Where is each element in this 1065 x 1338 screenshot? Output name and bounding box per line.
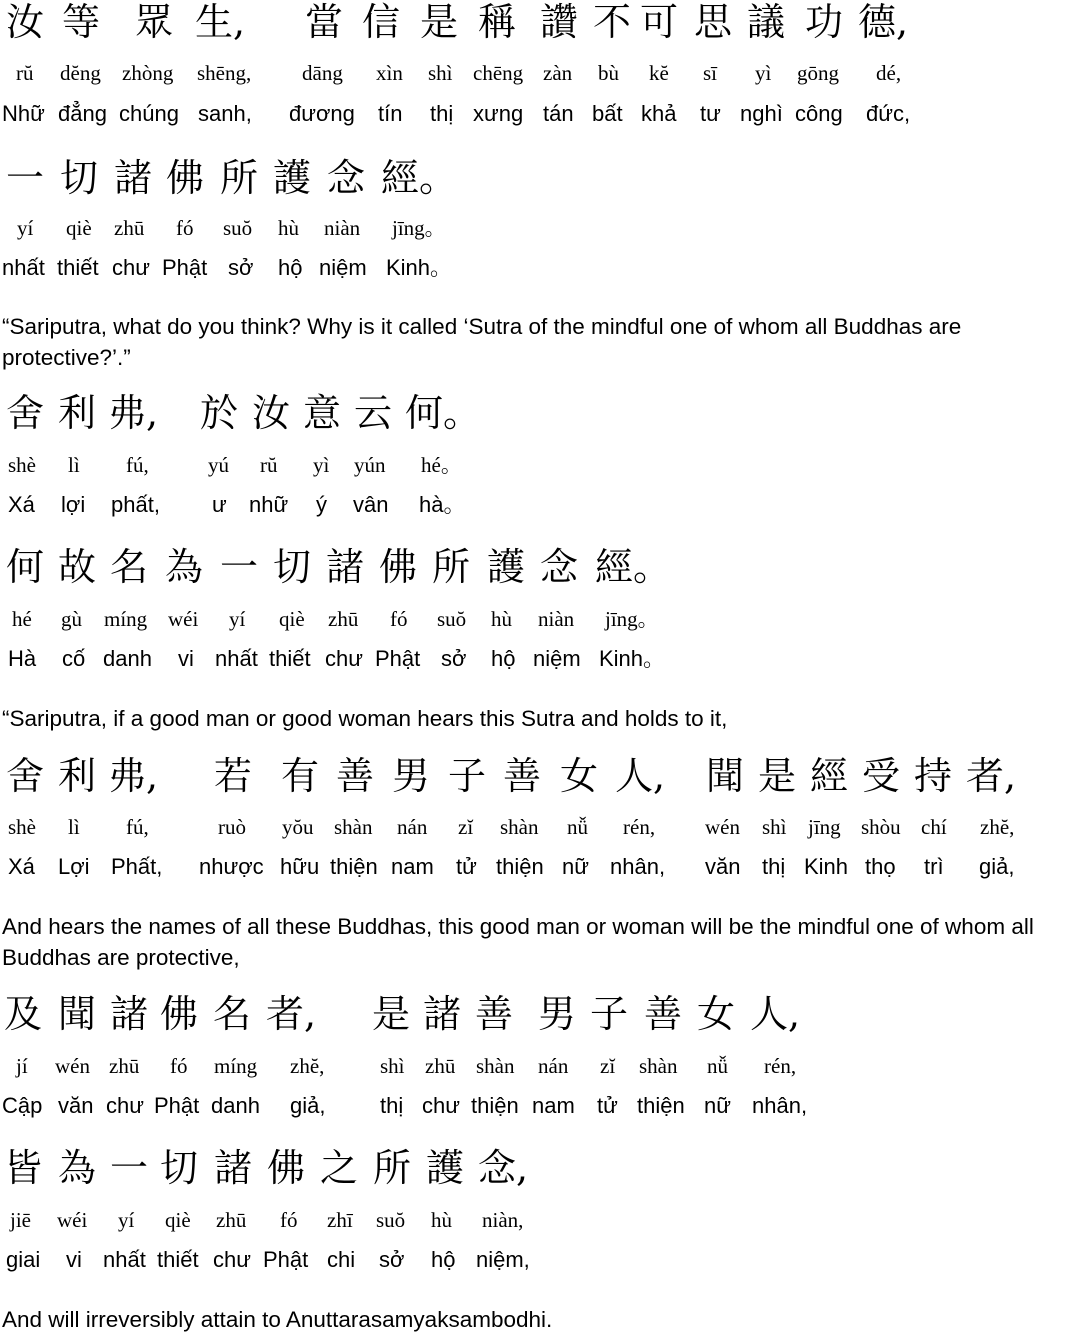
chinese-character: 之 xyxy=(320,1146,359,1190)
chinese-character: 男 xyxy=(392,754,431,798)
pinyin-syllable: nán xyxy=(538,1054,569,1078)
chinese-character: 女 xyxy=(697,992,736,1036)
chinese-character: 有 xyxy=(281,754,320,798)
chinese-character: 護 xyxy=(273,156,312,200)
vietnamese-word: vi xyxy=(178,646,194,671)
pinyin-syllable: shì xyxy=(762,815,787,839)
vietnamese-word: niệm, xyxy=(476,1247,530,1272)
pinyin-line xyxy=(0,606,1065,632)
chinese-character: 經 xyxy=(810,754,849,798)
chinese-character: 弗, xyxy=(108,754,159,798)
vietnamese-word: danh xyxy=(211,1093,260,1118)
chinese-line xyxy=(0,754,1065,798)
pinyin-syllable: zĭ xyxy=(600,1054,616,1078)
chinese-character: 不 xyxy=(593,0,632,44)
pinyin-syllable: hé xyxy=(12,607,32,631)
chinese-character: 何。 xyxy=(405,391,482,435)
pinyin-syllable: yí xyxy=(229,607,246,631)
vietnamese-word: bất xyxy=(592,101,623,126)
vietnamese-line xyxy=(0,1246,1065,1274)
vietnamese-word: thiện xyxy=(471,1093,519,1118)
pinyin-syllable: rŭ xyxy=(16,61,34,85)
chinese-character: 意 xyxy=(303,391,342,435)
chinese-character: 諸 xyxy=(326,545,365,589)
vietnamese-word: nam xyxy=(391,854,434,879)
vietnamese-word: sở xyxy=(379,1247,405,1272)
chinese-character: 者, xyxy=(266,992,317,1036)
pinyin-syllable: dé, xyxy=(876,61,902,85)
chinese-character: 是 xyxy=(420,0,459,44)
pinyin-syllable: shè xyxy=(8,815,36,839)
pinyin-syllable: yì xyxy=(313,453,330,477)
vietnamese-word: chư xyxy=(112,255,150,280)
pinyin-syllable: qiè xyxy=(165,1208,191,1232)
pinyin-syllable: zàn xyxy=(543,61,573,85)
vietnamese-word: thiết xyxy=(157,1247,199,1272)
vietnamese-word: thiết xyxy=(269,646,311,671)
vietnamese-word: vân xyxy=(353,492,389,517)
chinese-character: 佛 xyxy=(267,1146,306,1190)
chinese-character: 護 xyxy=(487,545,526,589)
pinyin-syllable: kĕ xyxy=(649,61,669,85)
chinese-character: 信 xyxy=(362,0,401,44)
vietnamese-word: hộ xyxy=(491,646,516,671)
pinyin-syllable: yú xyxy=(208,453,229,477)
vietnamese-word: Kinh。 xyxy=(386,255,453,280)
pinyin-syllable: shòu xyxy=(861,815,901,839)
vietnamese-word: hộ xyxy=(431,1247,456,1272)
chinese-character: 一 xyxy=(6,156,45,200)
chinese-character: 善 xyxy=(503,754,542,798)
vietnamese-word: nhược xyxy=(199,854,264,879)
english-paragraph: “Sariputra, what do you think? Why is it called ‘Sutra of the mindful one of whom all Buddhas are protective?’.” xyxy=(2,314,962,370)
pinyin-syllable: lì xyxy=(68,453,80,477)
chinese-character: 汝 xyxy=(252,391,291,435)
pinyin-syllable: shēng, xyxy=(197,61,252,85)
pinyin-syllable: shàn xyxy=(500,815,539,839)
pinyin-syllable: shàn xyxy=(476,1054,515,1078)
vietnamese-word: nam xyxy=(532,1093,575,1118)
vietnamese-word: chi xyxy=(327,1247,356,1272)
chinese-character: 可 xyxy=(640,0,679,44)
pinyin-syllable: suŏ xyxy=(376,1208,406,1232)
vietnamese-word: giả, xyxy=(979,854,1015,879)
vietnamese-word: thiết xyxy=(57,255,99,280)
pinyin-syllable: hù xyxy=(278,216,299,240)
vietnamese-word: trì xyxy=(924,854,944,879)
chinese-character: 眾 xyxy=(135,0,174,44)
vietnamese-word: Nhữ xyxy=(2,101,45,126)
chinese-character: 利 xyxy=(58,754,97,798)
pinyin-syllable: niàn xyxy=(324,216,361,240)
chinese-character: 舍 xyxy=(6,754,45,798)
vietnamese-word: phất, xyxy=(111,492,160,517)
vietnamese-word: xưng xyxy=(473,101,524,126)
vietnamese-word: Hà xyxy=(8,646,37,671)
vietnamese-word: chư xyxy=(106,1093,144,1118)
chinese-character: 弗, xyxy=(108,391,159,435)
vietnamese-word: tử xyxy=(597,1093,618,1118)
pinyin-syllable: sī xyxy=(703,61,718,85)
pinyin-syllable: zhĕ, xyxy=(980,815,1015,839)
pinyin-syllable: lì xyxy=(68,815,80,839)
chinese-character: 人, xyxy=(750,992,801,1036)
chinese-character: 切 xyxy=(273,545,312,589)
chinese-character: 議 xyxy=(747,0,786,44)
vietnamese-word: sở xyxy=(441,646,467,671)
chinese-character: 何 xyxy=(6,545,45,589)
pinyin-syllable: fú, xyxy=(126,453,149,477)
vietnamese-word: nữ xyxy=(704,1093,731,1118)
chinese-character: 於 xyxy=(200,391,239,435)
pinyin-syllable: yí xyxy=(17,216,34,240)
vietnamese-word: Kinh xyxy=(804,854,849,879)
vietnamese-line xyxy=(0,254,1065,282)
vietnamese-word: giai xyxy=(6,1247,41,1272)
vietnamese-word: đức, xyxy=(866,101,911,126)
pinyin-syllable: suŏ xyxy=(223,216,253,240)
chinese-character: 諸 xyxy=(110,992,149,1036)
chinese-line xyxy=(0,0,1065,44)
pinyin-line xyxy=(0,452,1065,478)
chinese-character: 佛 xyxy=(160,992,199,1036)
vietnamese-word: chư xyxy=(422,1093,460,1118)
english-paragraph: “Sariputra, if a good man or good woman hears this Sutra and holds to it, xyxy=(2,706,728,731)
pinyin-syllable: hù xyxy=(491,607,512,631)
pinyin-syllable: nán xyxy=(397,815,428,839)
chinese-line xyxy=(0,156,1065,200)
vietnamese-word: thị xyxy=(430,101,454,126)
pinyin-syllable: suŏ xyxy=(437,607,467,631)
vietnamese-word: Xá xyxy=(8,854,35,879)
vietnamese-word: lợi xyxy=(61,492,86,517)
pinyin-line xyxy=(0,814,1065,840)
chinese-character: 利 xyxy=(58,391,97,435)
pinyin-syllable: qiè xyxy=(66,216,92,240)
chinese-character: 故 xyxy=(58,545,97,589)
chinese-character: 佛 xyxy=(379,545,418,589)
chinese-line xyxy=(0,1146,1065,1190)
vietnamese-word: đẳng xyxy=(58,101,107,126)
vietnamese-word: chư xyxy=(213,1247,251,1272)
chinese-character: 念 xyxy=(540,545,579,589)
pinyin-syllable: jí xyxy=(16,1054,28,1078)
pinyin-syllable: hù xyxy=(431,1208,452,1232)
vietnamese-word: văn xyxy=(58,1093,94,1118)
vietnamese-word: chúng xyxy=(119,101,179,126)
vietnamese-word: danh xyxy=(103,646,152,671)
vietnamese-line xyxy=(0,100,1065,128)
pinyin-syllable: jiē xyxy=(10,1208,31,1232)
vietnamese-word: tín xyxy=(378,101,403,126)
pinyin-syllable: jīng。 xyxy=(392,216,446,240)
vietnamese-word: giả, xyxy=(290,1093,326,1118)
vietnamese-word: nhân, xyxy=(752,1093,808,1118)
chinese-character: 生, xyxy=(195,0,246,44)
chinese-character: 汝 xyxy=(6,0,45,44)
vietnamese-word: Xá xyxy=(8,492,35,517)
chinese-character: 為 xyxy=(58,1146,97,1190)
pinyin-syllable: shè xyxy=(8,453,36,477)
chinese-line xyxy=(0,992,1065,1036)
vietnamese-word: vi xyxy=(66,1247,82,1272)
vietnamese-word: Phất, xyxy=(111,854,163,879)
pinyin-syllable: xìn xyxy=(376,61,403,85)
vietnamese-word: thị xyxy=(380,1093,404,1118)
vietnamese-word: nhất xyxy=(103,1247,146,1272)
vietnamese-word: chư xyxy=(325,646,363,671)
pinyin-syllable: yì xyxy=(755,61,772,85)
chinese-character: 所 xyxy=(432,545,471,589)
pinyin-line xyxy=(0,215,1065,241)
vietnamese-word: nhân, xyxy=(610,854,666,879)
pinyin-syllable: yún xyxy=(354,453,386,477)
pinyin-syllable: míng xyxy=(214,1054,258,1078)
vietnamese-word: niệm xyxy=(533,646,581,671)
pinyin-syllable: rŭ xyxy=(260,453,278,477)
chinese-character: 善 xyxy=(475,992,514,1036)
pinyin-syllable: fó xyxy=(390,607,408,631)
chinese-character: 舍 xyxy=(6,391,45,435)
vietnamese-word: văn xyxy=(705,854,741,879)
pinyin-syllable: dāng xyxy=(302,61,343,85)
pinyin-syllable: chēng xyxy=(473,61,524,85)
pinyin-line xyxy=(0,1207,1065,1233)
vietnamese-word: Lợi xyxy=(58,854,90,879)
chinese-character: 經。 xyxy=(381,156,458,200)
chinese-character: 稱 xyxy=(478,0,517,44)
vietnamese-word: Phật xyxy=(154,1093,200,1118)
chinese-character: 德, xyxy=(858,0,909,44)
pinyin-syllable: míng xyxy=(104,607,148,631)
pinyin-syllable: zĭ xyxy=(458,815,474,839)
pinyin-syllable: zhū xyxy=(328,607,359,631)
pinyin-syllable: wéi xyxy=(57,1208,88,1232)
vietnamese-word: ý xyxy=(316,492,327,517)
chinese-character: 若 xyxy=(214,754,253,798)
chinese-character: 切 xyxy=(160,1146,199,1190)
vietnamese-line xyxy=(0,853,1065,881)
vietnamese-word: thị xyxy=(762,854,786,879)
vietnamese-word: đương xyxy=(289,101,355,126)
chinese-character: 所 xyxy=(220,156,259,200)
chinese-character: 諸 xyxy=(214,1146,253,1190)
vietnamese-line xyxy=(0,645,1065,673)
chinese-character: 名 xyxy=(213,992,252,1036)
pinyin-syllable: yí xyxy=(118,1208,135,1232)
pinyin-syllable: shàn xyxy=(639,1054,678,1078)
chinese-character: 名 xyxy=(110,545,149,589)
pinyin-syllable: fó xyxy=(170,1054,188,1078)
pinyin-line xyxy=(0,1053,1065,1079)
vietnamese-word: hữu xyxy=(280,854,320,879)
pinyin-line xyxy=(0,60,1065,86)
pinyin-syllable: nǚ xyxy=(567,815,588,839)
chinese-character: 女 xyxy=(560,754,599,798)
pinyin-syllable: shì xyxy=(428,61,453,85)
chinese-character: 念 xyxy=(327,156,366,200)
chinese-character: 等 xyxy=(62,0,101,44)
pinyin-syllable: bù xyxy=(598,61,619,85)
chinese-character: 切 xyxy=(60,156,99,200)
chinese-character: 諸 xyxy=(423,992,462,1036)
pinyin-syllable: qiè xyxy=(279,607,305,631)
chinese-line xyxy=(0,391,1065,435)
pinyin-syllable: gōng xyxy=(797,61,839,85)
chinese-character: 皆 xyxy=(4,1146,43,1190)
vietnamese-line xyxy=(0,491,1065,519)
pinyin-syllable: fó xyxy=(176,216,194,240)
pinyin-syllable: chí xyxy=(921,815,947,839)
pinyin-syllable: wén xyxy=(705,815,740,839)
vietnamese-word: nữ xyxy=(562,854,589,879)
vietnamese-word: Phật xyxy=(263,1247,309,1272)
vietnamese-word: tử xyxy=(456,854,477,879)
pinyin-syllable: rén, xyxy=(764,1054,797,1078)
pinyin-syllable: yŏu xyxy=(282,815,314,839)
chinese-character: 男 xyxy=(538,992,577,1036)
pinyin-syllable: hé。 xyxy=(421,453,462,477)
pinyin-syllable: zhū xyxy=(216,1208,247,1232)
pinyin-syllable: zhū xyxy=(425,1054,456,1078)
vietnamese-word: niệm xyxy=(319,255,367,280)
chinese-character: 護 xyxy=(426,1146,465,1190)
vietnamese-word: cố xyxy=(62,646,86,671)
pinyin-syllable: fú, xyxy=(126,815,149,839)
chinese-character: 人, xyxy=(615,754,666,798)
vietnamese-word: nhất xyxy=(2,255,45,280)
pinyin-syllable: wén xyxy=(55,1054,90,1078)
chinese-character: 諸 xyxy=(114,156,153,200)
chinese-character: 子 xyxy=(448,754,487,798)
pinyin-syllable: shàn xyxy=(334,815,373,839)
chinese-character: 受 xyxy=(862,754,901,798)
chinese-character: 聞 xyxy=(58,992,97,1036)
chinese-character: 子 xyxy=(590,992,629,1036)
vietnamese-word: thiện xyxy=(637,1093,685,1118)
vietnamese-word: thiện xyxy=(496,854,544,879)
vietnamese-word: Kinh。 xyxy=(599,646,666,671)
pinyin-syllable: niàn, xyxy=(482,1208,524,1232)
pinyin-syllable: zhī xyxy=(327,1208,353,1232)
chinese-character: 佛 xyxy=(166,156,205,200)
pinyin-syllable: rén, xyxy=(623,815,656,839)
vietnamese-word: nghì xyxy=(740,101,783,126)
vietnamese-word: sanh, xyxy=(198,101,252,126)
chinese-character: 善 xyxy=(644,992,683,1036)
pinyin-syllable: gù xyxy=(61,607,82,631)
pinyin-syllable: dĕng xyxy=(60,61,101,85)
vietnamese-word: tư xyxy=(700,101,721,126)
vietnamese-word: thọ xyxy=(865,854,896,879)
chinese-character: 者, xyxy=(966,754,1017,798)
chinese-character: 及 xyxy=(4,992,43,1036)
chinese-character: 一 xyxy=(220,545,259,589)
chinese-character: 為 xyxy=(165,545,204,589)
chinese-line xyxy=(0,545,1065,589)
english-paragraph: And will irreversibly attain to Anuttarasamyaksambodhi. xyxy=(2,1307,553,1332)
vietnamese-word: Phật xyxy=(162,255,208,280)
vietnamese-word: công xyxy=(795,101,843,126)
pinyin-syllable: zhòng xyxy=(122,61,174,85)
vietnamese-word: sở xyxy=(228,255,254,280)
chinese-character: 思 xyxy=(694,0,733,44)
pinyin-syllable: nǚ xyxy=(707,1054,728,1078)
vietnamese-word: nhữ xyxy=(249,492,289,517)
vietnamese-word: thiện xyxy=(330,854,378,879)
chinese-character: 善 xyxy=(336,754,375,798)
vietnamese-word: ư xyxy=(212,492,227,517)
chinese-character: 經。 xyxy=(595,545,672,589)
vietnamese-word: Phật xyxy=(375,646,421,671)
chinese-character: 是 xyxy=(372,992,411,1036)
pinyin-syllable: zhĕ, xyxy=(290,1054,325,1078)
pinyin-syllable: niàn xyxy=(538,607,575,631)
chinese-character: 功 xyxy=(805,0,844,44)
chinese-character: 云 xyxy=(354,391,393,435)
chinese-character: 當 xyxy=(305,0,344,44)
pinyin-syllable: fó xyxy=(280,1208,298,1232)
pinyin-syllable: jīng xyxy=(808,815,841,839)
chinese-character: 所 xyxy=(373,1146,412,1190)
vietnamese-line xyxy=(0,1092,1065,1120)
vietnamese-word: nhất xyxy=(215,646,258,671)
vietnamese-word: khả xyxy=(641,101,677,126)
chinese-character: 一 xyxy=(110,1146,149,1190)
vietnamese-word: tán xyxy=(543,101,574,126)
pinyin-syllable: ruò xyxy=(218,815,246,839)
chinese-character: 讚 xyxy=(540,0,579,44)
chinese-character: 是 xyxy=(758,754,797,798)
chinese-character: 念, xyxy=(478,1146,529,1190)
chinese-character: 聞 xyxy=(706,754,745,798)
pinyin-syllable: zhū xyxy=(109,1054,140,1078)
pinyin-syllable: zhū xyxy=(114,216,145,240)
vietnamese-word: Cập xyxy=(2,1093,43,1118)
vietnamese-word: hộ xyxy=(278,255,303,280)
pinyin-syllable: wéi xyxy=(168,607,199,631)
vietnamese-word: hà。 xyxy=(419,492,466,517)
english-paragraph: And hears the names of all these Buddhas, this good man or woman will be the mindful one of whom all Buddhas are protective, xyxy=(2,914,1034,970)
pinyin-syllable: jīng。 xyxy=(605,607,659,631)
chinese-character: 持 xyxy=(914,754,953,798)
pinyin-syllable: shì xyxy=(380,1054,405,1078)
